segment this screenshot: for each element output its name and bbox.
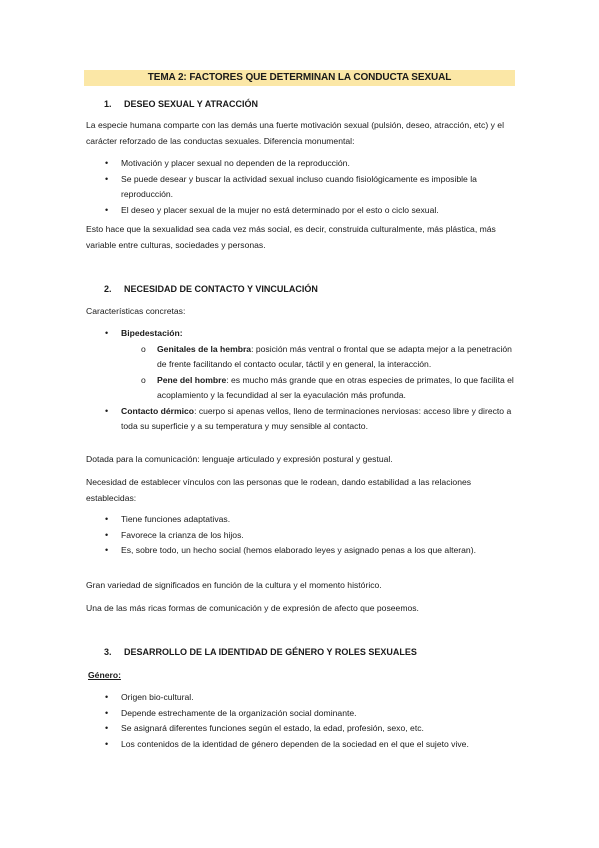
section-2-bullet-list [121,512,517,559]
list-item: • Tiene funciones adaptativas. [121,512,517,528]
contacto-label: Contacto dérmico [121,405,195,416]
section-1-number: 1. [104,99,112,109]
section-1-bullet-list [121,156,517,218]
section-2-variety: Gran variedad de significados en función de la cultura y el momento histórico. [86,580,382,590]
section-3-heading [104,646,417,658]
section-1-heading [104,98,258,110]
section-1-intro: La especie humana comparte con las demás una fuerte motivación sexual (pulsión, deseo, atracción, etc) y el carácter reforzado de las conductas sexuales. Diferencia monumental: [86,120,504,146]
list-item: • Favorece la crianza de los hijos. [121,528,517,544]
list-item: • Se puede desear y buscar la actividad sexual incluso cuando fisiológicamente es imposible la reproducción. [121,172,517,203]
sublist-item [157,342,517,373]
section-2-title: NECESIDAD DE CONTACTO Y VINCULACIÓN [124,284,318,294]
section-2-communication: Dotada para la comunicación: lenguaje articulado y expresión postural y gestual. [86,454,393,464]
list-item: • Los contenidos de la identidad de género dependen de la sociedad en el que el sujeto vive. [121,737,517,753]
pene-label: Pene del hombre [157,374,227,385]
section-3-number: 3. [104,647,112,657]
section-1-closing: Esto hace que la sexualidad sea cada vez más social, es decir, construida culturalmente, más plástica, más variable entre culturas, sociedades y personas. [86,224,496,250]
list-item: • Se asignará diferentes funciones según el estado, la edad, profesión, sexo, etc. [121,721,517,737]
bipedestacion-sublist [157,342,517,404]
section-2-number: 2. [104,284,112,294]
list-item: • Motivación y placer sexual no dependen de la reproducción. [121,156,517,172]
section-2-heading [104,283,318,295]
contacto-text: : cuerpo si apenas vellos, lleno de terminaciones nerviosas: acceso libre y directo a toda su superficie y a su temperatura y muy sensible al contacto. [121,405,512,431]
section-2-intro: Características concretas: [86,306,186,316]
document-title: TEMA 2: FACTORES QUE DETERMINAN LA CONDUCTA SEXUAL [84,70,515,86]
genero-subheading [88,668,518,684]
list-item-bipedestacion [121,326,517,404]
genero-label: Género: [88,670,121,680]
genitales-label: Genitales de la hembra [157,343,252,354]
list-item: • Origen bio-cultural. [121,690,517,706]
section-3-title: DESARROLLO DE LA IDENTIDAD DE GÉNERO Y ROLES SEXUALES [124,647,417,657]
genitales-text: : posición más ventral o frontal que se adapta mejor a la penetración de frente facilitando el contacto ocular, táctil y en general, la interacción. [157,343,512,369]
pene-text: : es mucho más grande que en otras especies de primates, lo que facilita el acoplamiento y la fecundidad al ser la eyaculación más profunda. [157,374,514,400]
section-2-need: Necesidad de establecer vínculos con las personas que le rodean, dando estabilidad a las relaciones establecidas: [86,477,472,503]
section-2-characteristics-list [121,326,517,435]
list-item-contacto [121,404,517,435]
section-3-bullet-list [121,690,517,752]
section-2-richness: Una de las más ricas formas de comunicación y de expresión de afecto que poseemos. [86,603,419,613]
list-item: • El deseo y placer sexual de la mujer no está determinado por el esto o ciclo sexual. [121,203,517,219]
bipedestacion-label: Bipedestación: [121,328,183,338]
section-1-title: DESEO SEXUAL Y ATRACCIÓN [124,99,259,109]
list-item: • Depende estrechamente de la organización social dominante. [121,706,517,722]
list-item: • Es, sobre todo, un hecho social (hemos elaborado leyes y asignado penas a los que alteran). [121,543,517,559]
sublist-item [157,373,517,404]
